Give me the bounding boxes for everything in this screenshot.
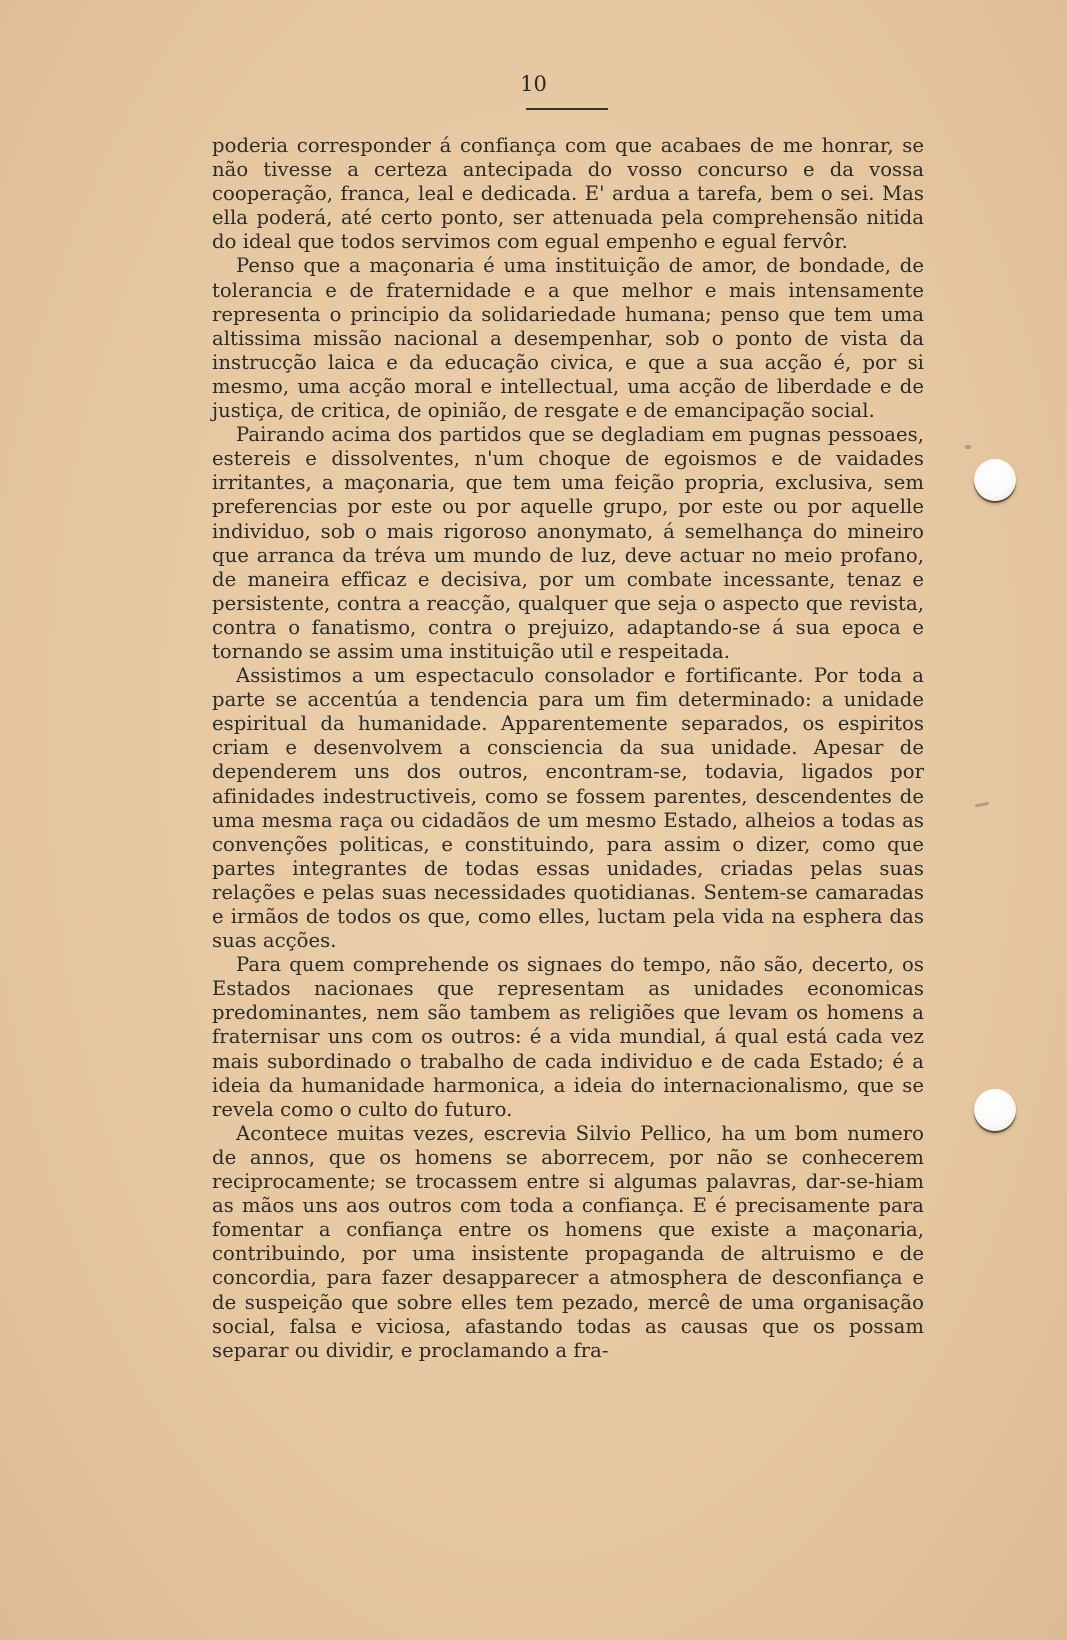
paragraph-3: Pairando acima dos partidos que se degladiam em pugnas pessoaes, estereis e dissolventes, n'um choque de egoismos e de vaidades irritantes, a maçonaria, que tem uma feição propria, exclusiva, sem preferencias por este ou por aquelle grupo, por este ou por aquelle individuo, sob o mais rigoroso anonymato, á semelhança do mineiro que arranca da tréva um mundo de luz, deve actuar no meio profano, de maneira efficaz e decisiva, por um combate incessante, tenaz e persistente, contra a reacção, qualquer que seja o aspecto que revista, contra o fanatismo, contra o prejuizo, adaptando-se á sua epoca e tornando se assim uma instituição util e respeitada. (212, 423, 924, 663)
paragraph-1: poderia corresponder á confiança com que acabaes de me honrar, se não tivesse a certeza antecipada do vosso concurso e da vossa cooperação, franca, leal e dedicada. E' ardua a tarefa, bem o sei. Mas ella poderá, até certo ponto, ser attenuada pela comprehensão nitida do ideal que todos servimos com egual empenho e egual fervôr. (212, 134, 924, 254)
paragraph-4: Assistimos a um espectaculo consolador e fortificante. Por toda a parte se accentúa a tendencia para um fim determinado: a unidade espiritual da humanidade. Apparentemente separados, os espiritos criam e desenvolvem a consciencia da sua unidade. Apesar de dependerem uns dos outros, encontram-se, todavia, ligados por afinidades indestructiveis, como se fossem parentes, descendentes de uma mesma raça ou cidadãos de um mesmo Estado, alheios a todas as convenções politicas, e constituindo, para assim o dizer, como que partes integrantes de todas essas unidades, criadas pelas suas relações e pelas suas necessidades quotidianas. Sentem-se camaradas e irmãos de todos os que, como elles, luctam pela vida na esphera das suas acções. (212, 664, 924, 953)
paragraph-2: Penso que a maçonaria é uma instituição de amor, de bondade, de tolerancia e de fraternidade e a que melhor e mais intensamente representa o principio da solidariedade humana; penso que tem uma altissima missão nacional a desempenhar, sob o ponto de vista da instrucção laica e da educação civica, e que a sua acção é, por si mesmo, uma acção moral e intellectual, uma acção de liberdade e de justiça, de critica, de opinião, de resgate e de emancipação social. (212, 254, 924, 423)
paragraph-6: Acontece muitas vezes, escrevia Silvio Pellico, ha um bom numero de annos, que os homens se aborrecem, por não se conhecerem reciprocamente; se trocassem entre si algumas palavras, dar-se-hiam as mãos uns aos outros com toda a confiança. E é precisamente para fomentar a confiança entre os homens que existe a maçonaria, contribuindo, por uma insistente propaganda de altruismo e de concordia, para fazer desapparecer a atmosphera de desconfiança e de suspeição que sobre elles tem pezado, mercê de uma organisação social, falsa e viciosa, afastando todas as causas que os possam separar ou dividir, e proclamando a fra- (212, 1121, 924, 1362)
paragraph-5: Para quem comprehende os signaes do tempo, não são, decerto, os Estados nacionaes que representam as unidades economicas predominantes, nem são tambem as religiões que levam os homens a fraternisar uns com os outros: é a vida mundial, á qual está cada vez mais subordinado o trabalho de cada individuo e de cada Estado; é a ideia da humanidade harmonica, a ideia do internacionalismo, que se revela como o culto do futuro. (212, 953, 924, 1121)
paper-mark (975, 802, 989, 808)
binder-punch-hole-top (974, 459, 1016, 501)
page-number: 10 (520, 72, 547, 96)
page-number-rule (526, 108, 608, 110)
paper-speck (965, 445, 971, 449)
binder-punch-hole-bottom (974, 1089, 1016, 1131)
body-text (212, 134, 924, 1363)
